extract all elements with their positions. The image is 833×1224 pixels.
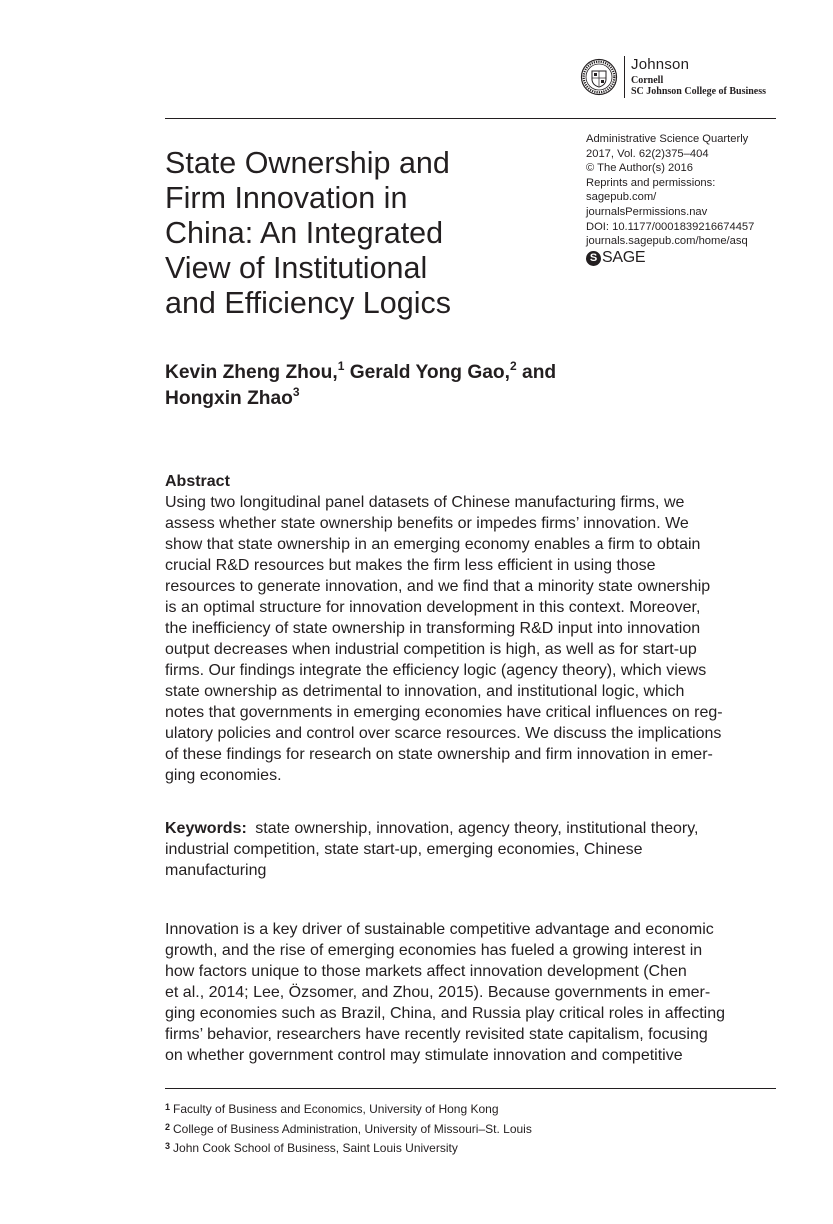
footnote [165, 1119, 777, 1139]
body-line: firms’ behavior, researchers have recently revisited state capitalism, focusing [165, 1026, 708, 1043]
abstract-line: firms. Our findings integrate the efficiency logic (agency theory), which views [165, 662, 707, 679]
logo-college: SC Johnson College of Business [631, 86, 767, 97]
journal-url[interactable]: journals.sagepub.com/home/asq [586, 235, 748, 248]
author-name: Gerald Yong Gao, [344, 362, 510, 383]
footnote-number: 1 [165, 1102, 171, 1112]
abstract-line: crucial R&D resources but makes the firm less efficient in using those [165, 557, 656, 574]
footnote [165, 1099, 777, 1119]
journal-name: Administrative Science Quarterly [586, 133, 749, 145]
title-line: State Ownership and [165, 146, 450, 180]
footnote-text: Faculty of Business and Economics, University of Hong Kong [173, 1102, 499, 1116]
article-title [165, 146, 565, 321]
footnote-text: John Cook School of Business, Saint Louis University [173, 1141, 458, 1155]
abstract-text [165, 492, 777, 786]
keywords-label: Keywords: [165, 820, 247, 837]
sage-wordmark: SAGE [602, 248, 646, 266]
title-line: Firm Innovation in [165, 181, 408, 215]
journal-logo [580, 56, 766, 100]
body-line: how factors unique to those markets affect innovation development (Chen [165, 963, 687, 980]
footnote-rule [165, 1088, 776, 1089]
body-line: et al., 2014; Lee, Özsomer, and Zhou, 2015). Because governments in emer- [165, 984, 711, 1001]
logo-divider [624, 56, 625, 98]
keywords-text: state ownership, innovation, agency theory, institutional theory, [255, 820, 699, 837]
title-line: and Efficiency Logics [165, 286, 451, 320]
copyright: © The Author(s) 2016 [586, 162, 693, 175]
keywords [165, 818, 777, 881]
abstract-line: is an optimal structure for innovation development in this context. Moreover, [165, 599, 701, 616]
abstract-line: Using two longitudinal panel datasets of Chinese manufacturing firms, we [165, 494, 685, 511]
abstract-line: ulatory policies and control over scarce resources. We discuss the implications [165, 725, 722, 742]
logo-cornell: Cornell [631, 75, 664, 86]
abstract-line: of these findings for research on state ownership and firm innovation in emer- [165, 746, 713, 763]
abstract-line: the inefficiency of state ownership in transforming R&D input into innovation [165, 620, 701, 637]
footnote [165, 1138, 777, 1158]
body-line: on whether government control may stimulate innovation and competitive [165, 1047, 683, 1064]
sage-logo [586, 248, 786, 266]
author-affiliation-mark: 1 [337, 359, 345, 373]
author-name: Hongxin Zhao [165, 388, 293, 409]
body-line: Innovation is a key driver of sustainable competitive advantage and economic [165, 921, 714, 938]
author-conjunction: and [516, 362, 557, 383]
abstract-line: resources to generate innovation, and we find that a minority state ownership [165, 578, 711, 595]
abstract-heading: Abstract [165, 473, 230, 490]
abstract-line: state ownership as detrimental to innovation, and institutional logic, which [165, 683, 685, 700]
doi[interactable]: DOI: 10.1177/0001839216674457 [586, 220, 755, 233]
body-paragraph [165, 919, 777, 1066]
abstract-line: show that state ownership in an emerging economy enables a firm to obtain [165, 536, 701, 553]
abstract-line: assess whether state ownership benefits or impedes firms’ innovation. We [165, 515, 689, 532]
keywords-line: industrial competition, state start-up, emerging economies, Chinese [165, 841, 643, 858]
reprints-label: Reprints and permissions: [586, 176, 716, 189]
author-affiliation-mark: 2 [510, 359, 517, 373]
header-rule [165, 118, 776, 119]
body-line: ging economies such as Brazil, China, and Russia play critical roles in affecting [165, 1005, 725, 1022]
author-list [165, 360, 665, 412]
footnotes [165, 1099, 777, 1158]
abstract-line: notes that governments in emerging economies have critical influences on reg- [165, 704, 723, 721]
abstract-line: output decreases when industrial competition is high, as well as for start-up [165, 641, 697, 658]
footnote-text: College of Business Administration, University of Missouri–St. Louis [173, 1121, 532, 1136]
keywords-line [165, 818, 777, 839]
abstract-line: ging economies. [165, 767, 282, 784]
footnote-number: 2 [165, 1121, 171, 1132]
keywords-line: manufacturing [165, 862, 267, 879]
reprints-link-path[interactable]: journalsPermissions.nav [586, 205, 708, 218]
author-name: Kevin Zheng Zhou, [165, 362, 338, 383]
journal-metadata [586, 132, 786, 266]
cornell-seal-icon [580, 58, 618, 96]
title-line: China: An Integrated [165, 216, 444, 250]
footnote-number: 3 [165, 1141, 171, 1151]
logo-johnson: Johnson [631, 56, 690, 73]
sage-logo-icon: S [586, 251, 601, 266]
author-affiliation-mark: 3 [292, 385, 300, 399]
body-line: growth, and the rise of emerging economies has fueled a growing interest in [165, 942, 703, 959]
reprints-link[interactable]: sagepub.com/ [586, 191, 657, 204]
journal-volume: 2017, Vol. 62(2)375–404 [586, 147, 709, 160]
title-line: View of Institutional [165, 251, 428, 285]
